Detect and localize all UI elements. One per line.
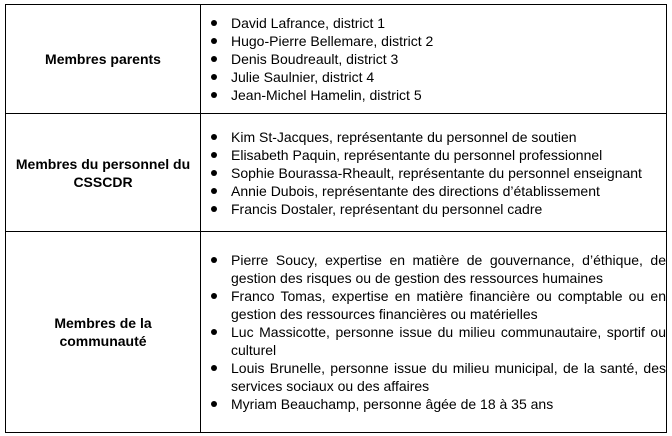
bullet-icon [211,329,217,335]
member-text: Jean-Michel Hamelin, district 5 [231,87,422,103]
member-text: Hugo-Pierre Bellemare, district 2 [231,33,434,49]
member-list [201,251,666,413]
section-row-community [6,232,667,433]
member-text: Elisabeth Paquin, représentante du personnel professionnel [231,146,603,163]
bullet-icon [211,401,217,407]
members-table [5,4,667,433]
list-item [201,146,666,164]
bullet-icon [211,170,217,176]
member-text: Julie Saulnier, district 4 [231,69,375,85]
list-item [201,200,666,218]
list-item [201,32,666,50]
member-text: Luc Massicotte, personne issue du milieu communautaire, sportif ou culturel [231,324,666,358]
section-row-staff [6,114,667,232]
section-label: Membres parents [45,51,161,67]
bullet-icon [211,92,217,98]
list-item [201,50,666,68]
member-text: Myriam Beauchamp, personne âgée de 18 à 35 ans [231,396,554,412]
section-label-cell [6,5,201,114]
bullet-icon [211,134,217,140]
bullet-icon [211,20,217,26]
bullet-icon [211,257,217,263]
bullet-icon [211,293,217,299]
list-item [201,68,666,86]
member-list [201,128,666,218]
bullet-icon [211,56,217,62]
member-text: Annie Dubois, représentante des directions d’établissement [231,182,600,199]
section-label: Membres de la communauté [54,315,152,349]
list-item [201,287,666,323]
section-list-cell [201,114,667,232]
bullet-icon [211,152,217,158]
section-label: Membres du personnel du CSSCDR [15,155,191,190]
bullet-icon [211,365,217,371]
member-text: Francis Dostaler, représentant du personnel cadre [231,200,543,217]
member-text: Pierre Soucy, expertise en matière de gouvernance, d’éthique, de gestion des risques ou de gestion des ressources humaines [231,252,666,286]
list-item [201,128,666,146]
list-item [201,251,666,287]
section-label-cell [6,114,201,232]
member-list [201,14,666,104]
list-item [201,395,666,413]
member-text: Franco Tomas, expertise en matière financière ou comptable ou en gestion des ressources financières ou matérielles [231,288,666,322]
member-text: Louis Brunelle, personne issue du milieu municipal, de la santé, des services sociaux ou des affaires [231,360,666,394]
section-label-cell [6,232,201,433]
bullet-icon [211,74,217,80]
member-text: Sophie Bourassa-Rheault, représentante du personnel enseignant [231,164,642,181]
member-text: David Lafrance, district 1 [231,15,386,31]
section-list-cell [201,5,667,114]
list-item [201,164,666,182]
bullet-icon [211,38,217,44]
list-item [201,359,666,395]
member-text: Denis Boudreault, district 3 [231,51,399,67]
list-item [201,182,666,200]
section-list-cell [201,232,667,433]
list-item [201,14,666,32]
list-item [201,86,666,104]
section-row-parents [6,5,667,114]
list-item [201,323,666,359]
bullet-icon [211,206,217,212]
member-text: Kim St-Jacques, représentante du personnel de soutien [231,128,577,145]
bullet-icon [211,188,217,194]
